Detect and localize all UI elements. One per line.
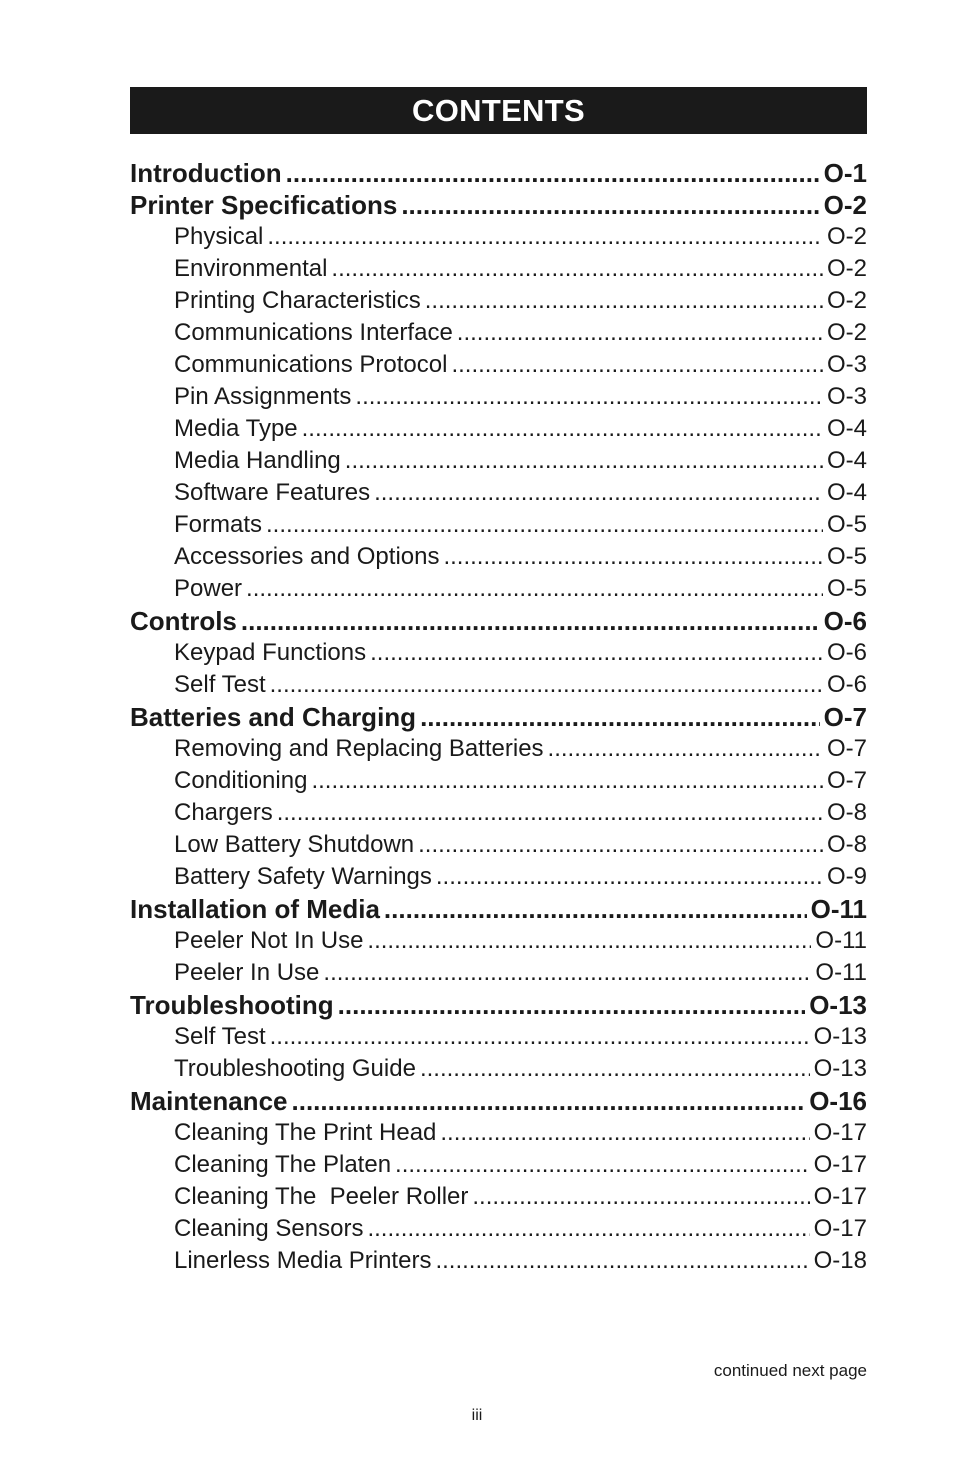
- toc-entry-page: O-2: [826, 255, 867, 282]
- toc-entry[interactable]: [130, 1245, 867, 1277]
- toc-entry-label: Communications Interface: [174, 319, 453, 346]
- toc-entry-page: O-4: [826, 415, 867, 442]
- toc-entry[interactable]: [130, 1053, 867, 1085]
- toc-entry-label: Communications Protocol: [174, 351, 448, 378]
- toc-entry[interactable]: [130, 1181, 867, 1213]
- toc-entry-label: Troubleshooting Guide: [174, 1055, 416, 1082]
- toc-entry[interactable]: [130, 701, 867, 733]
- toc-entry-label: Cleaning Sensors: [174, 1215, 364, 1242]
- toc-entry-page: O-2: [823, 190, 867, 220]
- toc-entry-page: O-17: [813, 1151, 867, 1178]
- toc-entry[interactable]: [130, 605, 867, 637]
- page-number: iii: [471, 1407, 483, 1424]
- toc-entry-page: O-5: [826, 511, 867, 538]
- toc-entry[interactable]: [130, 1085, 867, 1117]
- toc-entry[interactable]: [130, 285, 867, 317]
- toc-entry[interactable]: [130, 957, 867, 989]
- toc-entry[interactable]: [130, 637, 867, 669]
- toc-entry-label: Keypad Functions: [174, 639, 367, 666]
- toc-entry-label: Installation of Media: [130, 894, 380, 924]
- toc-entry-label: Self Test: [174, 1023, 266, 1050]
- toc-entry-page: O-11: [810, 894, 867, 924]
- toc-entry[interactable]: [130, 381, 867, 413]
- dot-leader: [425, 285, 823, 317]
- toc-entry[interactable]: [130, 349, 867, 381]
- toc-entry-label: Linerless Media Printers: [174, 1247, 432, 1274]
- toc-entry[interactable]: [130, 925, 867, 957]
- toc-entry-page: O-13: [809, 990, 867, 1020]
- dot-leader: [435, 1245, 809, 1277]
- toc-entry[interactable]: [130, 1149, 867, 1181]
- toc-entry-label: Media Type: [174, 415, 298, 442]
- toc-entry-label: Formats: [174, 511, 263, 538]
- toc-entry[interactable]: [130, 893, 867, 925]
- dot-leader: [374, 477, 823, 509]
- dot-leader: [472, 1181, 809, 1213]
- toc-entry-page: O-13: [813, 1023, 867, 1050]
- toc-entry-page: O-5: [826, 543, 867, 570]
- dot-leader: [286, 157, 820, 189]
- toc-entry-page: O-16: [809, 1086, 867, 1116]
- toc-entry-page: O-17: [813, 1119, 867, 1146]
- toc-entry-page: O-7: [823, 702, 867, 732]
- toc-entry-page: O-18: [813, 1247, 867, 1274]
- toc-entry[interactable]: [130, 221, 867, 253]
- toc-entry-page: O-2: [826, 319, 867, 346]
- continued-note: continued next page: [713, 1361, 867, 1380]
- toc-entry-label: Battery Safety Warnings: [174, 863, 432, 890]
- page-title: CONTENTS: [412, 92, 585, 128]
- dot-leader: [436, 861, 823, 893]
- dot-leader: [345, 445, 823, 477]
- toc-entry-label: Troubleshooting: [130, 990, 334, 1020]
- toc-entry-page: O-7: [826, 735, 867, 762]
- table-of-contents: [130, 157, 867, 1277]
- dot-leader: [418, 829, 823, 861]
- toc-entry-label: Pin Assignments: [174, 383, 352, 410]
- dot-leader: [311, 765, 823, 797]
- toc-entry-label: Self Test: [174, 671, 266, 698]
- toc-entry-page: O-4: [826, 447, 867, 474]
- dot-leader: [443, 541, 823, 573]
- dot-leader: [302, 413, 823, 445]
- toc-entry-label: Batteries and Charging: [130, 702, 417, 732]
- toc-entry-page: O-13: [813, 1055, 867, 1082]
- toc-entry[interactable]: [130, 189, 867, 221]
- toc-entry-label: Media Handling: [174, 447, 341, 474]
- toc-entry-page: O-11: [815, 927, 867, 954]
- toc-entry-label: Cleaning The Print Head: [174, 1119, 437, 1146]
- toc-entry[interactable]: [130, 1021, 867, 1053]
- toc-entry-label: Software Features: [174, 479, 371, 506]
- toc-entry-label: Chargers: [174, 799, 273, 826]
- dot-leader: [292, 1085, 806, 1117]
- dot-leader: [270, 669, 823, 701]
- toc-entry-page: O-5: [826, 575, 867, 602]
- toc-entry-label: Removing and Replacing Batteries: [174, 735, 544, 762]
- toc-entry-label: Cleaning The Peeler Roller: [174, 1183, 469, 1210]
- dot-leader: [420, 1053, 810, 1085]
- dot-leader: [370, 637, 823, 669]
- toc-entry[interactable]: [130, 573, 867, 605]
- toc-entry-page: O-4: [826, 479, 867, 506]
- toc-entry-page: O-6: [826, 639, 867, 666]
- toc-entry-label: Peeler Not In Use: [174, 927, 364, 954]
- toc-entry-label: Environmental: [174, 255, 328, 282]
- dot-leader: [277, 797, 823, 829]
- toc-entry[interactable]: [130, 1117, 867, 1149]
- dot-leader: [401, 189, 819, 221]
- dot-leader: [384, 893, 807, 925]
- toc-entry[interactable]: [130, 253, 867, 285]
- toc-entry-label: Physical: [174, 223, 264, 250]
- toc-entry[interactable]: [130, 157, 867, 189]
- dot-leader: [270, 1021, 810, 1053]
- toc-entry[interactable]: [130, 797, 867, 829]
- dot-leader: [241, 605, 820, 637]
- dot-leader: [420, 701, 820, 733]
- toc-entry-page: O-17: [813, 1183, 867, 1210]
- toc-entry-label: Peeler In Use: [174, 959, 320, 986]
- toc-entry-page: O-8: [826, 799, 867, 826]
- toc-entry-label: Printer Specifications: [130, 190, 398, 220]
- toc-entry-label: Cleaning The Platen: [174, 1151, 392, 1178]
- toc-entry-page: O-8: [826, 831, 867, 858]
- dot-leader: [457, 317, 823, 349]
- toc-entry-page: O-6: [826, 671, 867, 698]
- toc-entry-page: O-17: [813, 1215, 867, 1242]
- toc-entry-page: O-11: [815, 959, 867, 986]
- toc-entry-page: O-7: [826, 767, 867, 794]
- toc-entry[interactable]: [130, 1213, 867, 1245]
- dot-leader: [367, 925, 811, 957]
- toc-entry[interactable]: [130, 477, 867, 509]
- toc-entry[interactable]: [130, 413, 867, 445]
- dot-leader: [395, 1149, 810, 1181]
- dot-leader: [267, 221, 823, 253]
- toc-entry-label: Power: [174, 575, 243, 602]
- toc-entry[interactable]: [130, 861, 867, 893]
- toc-entry[interactable]: [130, 989, 867, 1021]
- dot-leader: [266, 509, 823, 541]
- contents-title-bar: [130, 87, 867, 134]
- dot-leader: [355, 381, 823, 413]
- dot-leader: [246, 573, 823, 605]
- toc-entry[interactable]: [130, 669, 867, 701]
- toc-entry[interactable]: [130, 445, 867, 477]
- toc-entry-label: Maintenance: [130, 1086, 288, 1116]
- toc-entry-label: Conditioning: [174, 767, 308, 794]
- toc-entry[interactable]: [130, 765, 867, 797]
- toc-entry-label: Low Battery Shutdown: [174, 831, 415, 858]
- toc-entry-label: Introduction: [130, 158, 282, 188]
- dot-leader: [440, 1117, 809, 1149]
- toc-entry[interactable]: [130, 829, 867, 861]
- toc-entry-page: O-3: [826, 351, 867, 378]
- toc-entry-page: O-6: [823, 606, 867, 636]
- toc-entry-page: O-1: [823, 158, 867, 188]
- toc-entry[interactable]: [130, 733, 867, 765]
- toc-entry[interactable]: [130, 541, 867, 573]
- dot-leader: [323, 957, 811, 989]
- dot-leader: [338, 989, 806, 1021]
- toc-entry-label: Controls: [130, 606, 237, 636]
- toc-entry-page: O-9: [826, 863, 867, 890]
- toc-entry-label: Printing Characteristics: [174, 287, 421, 314]
- toc-entry-page: O-2: [826, 223, 867, 250]
- toc-entry-page: O-2: [826, 287, 867, 314]
- toc-entry[interactable]: [130, 509, 867, 541]
- dot-leader: [367, 1213, 809, 1245]
- dot-leader: [451, 349, 823, 381]
- toc-entry[interactable]: [130, 317, 867, 349]
- dot-leader: [548, 733, 823, 765]
- toc-entry-label: Accessories and Options: [174, 543, 440, 570]
- toc-entry-page: O-3: [826, 383, 867, 410]
- dot-leader: [331, 253, 823, 285]
